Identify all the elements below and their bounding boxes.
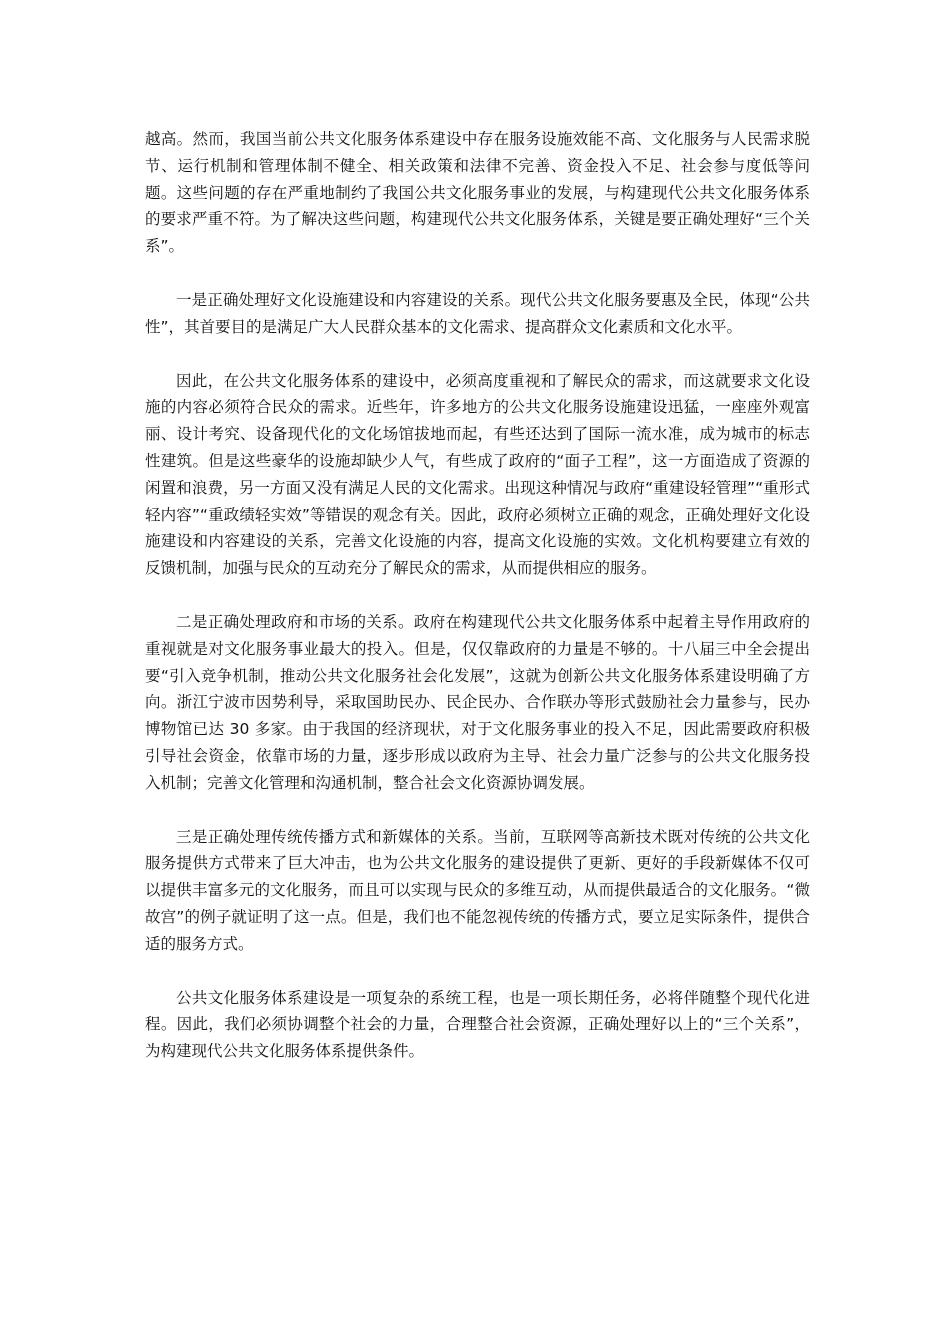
paragraph-facilities-content: 因此，在公共文化服务体系的建设中，必须高度重视和了解民众的需求，而这就要求文化设施的内容必须符合民众的需求。近些年，许多地方的公共文化服务设施建设迅猛，一座座外观富丽、设计考究、设备现代化的文化场馆拔地而起，有些还达到了国际一流水准，成为城市的标志性建筑。但是这些豪华的设施却缺少人气，有些成了政府的“面子工程”，这一方面造成了资源的闲置和浪费，另一方面又没有满足人民的文化需求。出现这种情况与政府“重建设轻管理”“重形式轻内容”“重政绩轻实效”等错误的观念有关。因此，政府必须树立正确的观念，正确处理好文化设施建设和内容建设的关系，完善文化设施的内容，提高文化设施的实效。文化机构要建立有效的反馈机制，加强与民众的互动充分了解民众的需求，从而提供相应的服务。 bbox=[145, 371, 810, 578]
paragraph-intro: 越高。然而，我国当前公共文化服务体系建设中存在服务设施效能不高、文化服务与人民需求脱节、运行机制和管理体制不健全、相关政策和法律不完善、资金投入不足、社会参与度低等问题。这些问题的存在严重地制约了我国公共文化服务事业的发展，与构建现代公共文化服务体系的要求严重不符。为了解决这些问题，构建现代公共文化服务体系，关键是要正确处理好“三个关系”。 bbox=[145, 130, 810, 256]
paragraph-relation-two: 二是正确处理政府和市场的关系。政府在构建现代公共文化服务体系中起着主导作用政府的重视就是对文化服务事业最大的投入。但是，仅仅靠政府的力量是不够的。十八届三中全会提出要“引入竞争机制，推动公共文化服务社会化发展”，这就为创新公共文化服务体系建设明确了方向。浙江宁波市因势利导，采取国助民办、民企民办、合作联办等形式鼓励社会力量参与，民办博物馆已达 30 多家。由于我国的经济现状，对于文化服务事业的投入不足，因此需要政府积极引导社会资金，依靠市场的力量，逐步形成以政府为主导、社会力量广泛参与的公共文化服务投入机制；完善文化管理和沟通机制，整合社会文化资源协调发展。 bbox=[145, 612, 810, 792]
paragraph-relation-three: 三是正确处理传统传播方式和新媒体的关系。当前，互联网等高新技术既对传统的公共文化服务提供方式带来了巨大冲击，也为公共文化服务的建设提供了更新、更好的手段新媒体不仅可以提供丰富多元的文化服务，而且可以实现与民众的多维互动，从而提供最适合的文化服务。“微故宫”的例子就证明了这一点。但是，我们也不能忽视传统的传播方式，要立足实际条件，提供合适的服务方式。 bbox=[145, 827, 810, 953]
paragraph-conclusion: 公共文化服务体系建设是一项复杂的系统工程，也是一项长期任务，必将伴随整个现代化进程。因此，我们必须协调整个社会的力量，合理整合社会资源，正确处理好以上的“三个关系”，为构建现代公共文化服务体系提供条件。 bbox=[145, 988, 810, 1061]
document-body bbox=[145, 126, 810, 1092]
paragraph-relation-one: 一是正确处理好文化设施建设和内容建设的关系。现代公共文化服务要惠及全民，体现“公共性”，其首要目的是满足广大人民群众基本的文化需求、提高群众文化素质和文化水平。 bbox=[145, 290, 810, 336]
